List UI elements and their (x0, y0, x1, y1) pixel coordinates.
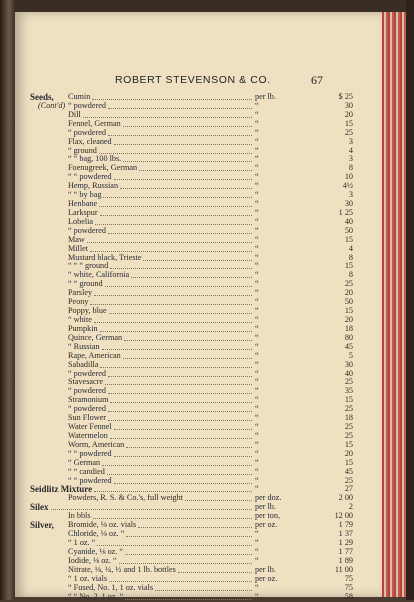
leader-dots (90, 250, 252, 252)
price-value: 4½ (342, 181, 353, 191)
unit-label: “ (255, 109, 259, 119)
leader-dots (107, 473, 252, 475)
unit-label: “ (255, 145, 259, 155)
price-value: 15 (344, 234, 353, 244)
unit-label: “ (255, 118, 259, 128)
unit-label: “ (255, 582, 259, 592)
leader-dots (185, 499, 252, 501)
price-value: 1 77 (338, 546, 353, 556)
price-value: 8 (348, 252, 353, 262)
item-name: In bbls (68, 511, 91, 521)
price-value: 15 (344, 439, 353, 449)
leader-dots (124, 339, 252, 341)
leader-dots (110, 437, 252, 439)
item-name: “ 1 oz. “ (68, 538, 96, 547)
running-head (15, 74, 382, 88)
price-value: 25 (344, 377, 353, 387)
leader-dots (114, 178, 252, 180)
item-name: “ “ “ ground (68, 261, 109, 271)
item-name: “ “ by bag (68, 190, 102, 200)
unit-label: “ (255, 270, 259, 280)
unit-label: per lb. (255, 92, 276, 101)
item-name: Cumin (68, 92, 91, 101)
leader-dots (123, 125, 252, 127)
unit-label: “ (255, 529, 259, 539)
top-border (15, 0, 406, 12)
unit-label: “ (255, 448, 259, 458)
unit-label: “ (255, 154, 259, 164)
section-continued-label: (Cont'd) (38, 100, 66, 110)
price-value: 58 (344, 591, 353, 601)
leader-dots (138, 526, 252, 528)
item-name: Cyanide, ⅛ oz. “ (68, 546, 124, 556)
item-name: Sun Flower (68, 413, 106, 423)
price-value: 4 (348, 145, 353, 155)
item-name: “ “ bag, 100 lbs. (68, 154, 122, 164)
price-row (15, 592, 382, 602)
unit-label: per oz. (255, 573, 278, 583)
item-name: Watermelon (68, 430, 108, 440)
item-name: Powders, R. S. & Co.'s, full weight (68, 493, 183, 503)
unit-label: “ (255, 341, 259, 351)
unit-label: “ (255, 457, 259, 467)
leader-dots (105, 383, 252, 385)
leader-dots (87, 241, 252, 243)
leader-dots (92, 98, 252, 100)
leader-dots (103, 196, 252, 198)
item-name: “ powdered (68, 225, 106, 235)
leader-dots (94, 294, 252, 296)
unit-label: “ (255, 306, 259, 316)
leader-dots (131, 276, 252, 278)
leader-dots (126, 535, 252, 537)
section-heading: Seidlitz Mixture (30, 484, 93, 495)
item-name: Chloride, ⅛ oz. “ (68, 529, 125, 539)
price-value: 1 29 (338, 538, 353, 547)
item-name: “ white, California (68, 270, 130, 280)
leader-dots (123, 160, 252, 162)
leader-dots (108, 107, 252, 109)
item-name: “ powdered (68, 386, 106, 396)
price-value: $ 25 (338, 92, 353, 101)
unit-label: per lb. (255, 564, 276, 574)
leader-dots (114, 482, 252, 484)
leader-dots (100, 214, 252, 216)
unit-label: “ (255, 252, 259, 262)
unit-label: “ (255, 216, 259, 226)
unit-label: per oz. (255, 520, 278, 530)
leader-dots (139, 169, 252, 171)
item-name: Sabadilla (68, 359, 99, 369)
unit-label: “ (255, 225, 259, 235)
unit-label: “ (255, 386, 259, 396)
item-name: “ Fused, No. 1, 1 oz. vials (68, 582, 154, 592)
price-value: 20 (344, 109, 353, 119)
unit-label: “ (255, 100, 259, 110)
item-name: Bromide, ⅛ oz. vials (68, 520, 137, 530)
leader-dots (100, 330, 252, 332)
leader-dots (102, 348, 252, 350)
leader-dots (99, 152, 252, 154)
item-name: “ “ powdered (68, 475, 112, 485)
unit-label: “ (255, 439, 259, 449)
price-value: 30 (344, 100, 353, 110)
page-number: 67 (311, 73, 323, 87)
leader-dots (93, 517, 252, 519)
unit-label: “ (255, 484, 259, 494)
price-value: 25 (344, 422, 353, 432)
unit-label: “ (255, 466, 259, 476)
item-name: Parsley (68, 288, 93, 298)
unit-label: “ (255, 315, 259, 324)
item-name: Worm, American (68, 439, 125, 449)
price-value: 25 (344, 404, 353, 414)
unit-label: “ (255, 127, 259, 137)
price-value: 27 (344, 484, 353, 494)
price-value: 3 (348, 154, 353, 164)
item-name: Dill (68, 109, 81, 119)
price-value: 30 (344, 359, 353, 369)
item-name: Larkspur (68, 207, 98, 217)
price-value: 12 00 (334, 511, 353, 521)
item-name: Henbane (68, 199, 98, 209)
leader-dots (125, 553, 252, 555)
unit-label: “ (255, 368, 259, 378)
price-value: 15 (344, 306, 353, 316)
leader-dots (51, 508, 252, 510)
right-border (406, 0, 414, 600)
unit-label: per lb. (255, 502, 276, 512)
unit-label: “ (255, 261, 259, 271)
price-value: 15 (344, 457, 353, 467)
item-name: Peony (68, 297, 89, 307)
item-name: Maw (68, 234, 85, 244)
price-value: 15 (344, 261, 353, 271)
leader-dots (108, 410, 252, 412)
unit-label: “ (255, 323, 259, 333)
item-name: Water Fennel (68, 422, 112, 432)
leader-dots (94, 490, 252, 492)
leader-dots (108, 419, 252, 421)
price-value: 20 (344, 315, 353, 324)
leader-dots (109, 580, 252, 582)
item-name: “ “ No. 2, 1 oz. “ (68, 591, 124, 601)
price-value: 15 (344, 118, 353, 128)
item-name: Hemp, Russian (68, 181, 119, 191)
leader-dots (90, 303, 252, 305)
price-value: 80 (344, 332, 353, 342)
leader-dots (102, 464, 252, 466)
leader-dots (83, 116, 252, 118)
leader-dots (108, 232, 252, 234)
price-value: 20 (344, 448, 353, 458)
unit-label: “ (255, 181, 259, 191)
leader-dots (123, 357, 252, 359)
item-name: Stramonium (68, 395, 109, 405)
price-value: 11 00 (334, 564, 353, 574)
leader-dots (114, 143, 252, 145)
price-value: 2 00 (338, 493, 353, 503)
unit-label: “ (255, 546, 259, 556)
item-name: Iodide, ⅛ oz. “ (68, 555, 117, 565)
unit-label: “ (255, 377, 259, 387)
leader-dots (95, 223, 252, 225)
item-name: “ powdered (68, 404, 106, 414)
price-value: 45 (344, 341, 353, 351)
item-name: Lobelia (68, 216, 94, 226)
leader-dots (100, 366, 252, 368)
section-heading: Silex (30, 502, 49, 513)
item-name: “ 1 oz. vials (68, 573, 108, 583)
unit-label: “ (255, 591, 259, 601)
unit-label: “ (255, 136, 259, 146)
book-spine-shadow (0, 0, 15, 600)
leader-dots (143, 259, 252, 261)
unit-label: “ (255, 422, 259, 432)
item-name: Millet (68, 243, 89, 253)
leader-dots (125, 598, 252, 600)
leader-dots (109, 312, 252, 314)
price-value: 75 (344, 573, 353, 583)
item-name: Nitrate, ⅛, ¼, ½ and 1 lb. bottles (68, 564, 176, 574)
price-value: 45 (344, 466, 353, 476)
unit-label: “ (255, 555, 259, 565)
price-value: 15 (344, 395, 353, 405)
item-name: “ powdered (68, 127, 106, 137)
price-value: 35 (344, 386, 353, 396)
leader-dots (108, 392, 252, 394)
unit-label: “ (255, 207, 259, 217)
item-name: Poppy, blue (68, 306, 107, 316)
price-value: 30 (344, 199, 353, 209)
price-value: 50 (344, 225, 353, 235)
item-name: “ “ candied (68, 466, 105, 476)
item-name: Flax, cleaned (68, 136, 112, 146)
item-name: Foenugreek, German (68, 163, 138, 173)
unit-label: “ (255, 350, 259, 360)
leader-dots (119, 562, 252, 564)
item-name: “ powdered (68, 368, 106, 378)
price-value: 50 (344, 297, 353, 307)
leader-dots (108, 134, 252, 136)
leader-dots (110, 401, 252, 403)
unit-label: “ (255, 288, 259, 298)
price-value: 5 (348, 350, 353, 360)
section-heading: Silver, (30, 520, 54, 531)
unit-label: “ (255, 234, 259, 244)
unit-label: “ (255, 172, 259, 182)
unit-label: per ton, (255, 511, 281, 521)
leader-dots (120, 187, 252, 189)
price-value: 25 (344, 279, 353, 289)
price-value: 75 (344, 582, 353, 592)
price-value: 25 (344, 475, 353, 485)
item-name: Rape, American (68, 350, 121, 360)
leader-dots (178, 571, 252, 573)
price-value: 1 37 (338, 529, 353, 539)
page-edges (382, 12, 406, 597)
price-value: 20 (344, 288, 353, 298)
price-value: 1 79 (338, 520, 353, 530)
item-name: “ white (68, 315, 92, 324)
price-value: 8 (348, 163, 353, 173)
unit-label: “ (255, 359, 259, 369)
leader-dots (155, 589, 252, 591)
unit-label: “ (255, 163, 259, 173)
unit-label: “ (255, 190, 259, 200)
unit-label: “ (255, 297, 259, 307)
item-name: Quince, German (68, 332, 123, 342)
item-name: “ “ ground (68, 279, 103, 289)
leader-dots (105, 285, 252, 287)
unit-label: “ (255, 404, 259, 414)
price-value: 8 (348, 270, 353, 280)
leader-dots (110, 267, 252, 269)
unit-label: “ (255, 430, 259, 440)
unit-label: “ (255, 332, 259, 342)
leader-dots (108, 375, 252, 377)
leader-dots (99, 205, 252, 207)
unit-label: “ (255, 279, 259, 289)
item-name: Fennel, German (68, 118, 121, 128)
price-value: 1 25 (338, 207, 353, 217)
leader-dots (114, 455, 252, 457)
page-title: ROBERT STEVENSON & CO. (115, 74, 271, 86)
item-name: “ ground (68, 145, 97, 155)
price-value: 40 (344, 368, 353, 378)
price-value: 3 (348, 190, 353, 200)
unit-label: per doz. (255, 493, 282, 503)
leader-dots (94, 321, 252, 323)
unit-label: “ (255, 475, 259, 485)
unit-label: “ (255, 538, 259, 547)
unit-label: “ (255, 199, 259, 209)
book-page (15, 12, 382, 601)
price-value: 2 (348, 502, 353, 512)
unit-label: “ (255, 243, 259, 253)
leader-dots (97, 544, 252, 546)
item-name: Stavesacre (68, 377, 104, 387)
item-name: Pumpkin (68, 323, 98, 333)
price-value: 10 (344, 172, 353, 182)
price-value: 25 (344, 127, 353, 137)
price-value: 40 (344, 216, 353, 226)
price-value: 18 (344, 323, 353, 333)
section-heading: Seeds, (30, 92, 54, 102)
unit-label: “ (255, 395, 259, 405)
price-value: 4 (348, 243, 353, 253)
leader-dots (126, 446, 252, 448)
price-value: 18 (344, 413, 353, 423)
unit-label: “ (255, 413, 259, 423)
item-name: Mustard black, Trieste (68, 252, 142, 262)
item-name: “ Russian (68, 341, 100, 351)
price-value: 25 (344, 430, 353, 440)
price-value: 3 (348, 136, 353, 146)
item-name: “ powdered (68, 100, 106, 110)
leader-dots (114, 428, 252, 430)
item-name: “ German (68, 457, 101, 467)
price-value: 1 89 (338, 555, 353, 565)
item-name: “ “ powdered (68, 448, 112, 458)
item-name: “ “ powdered (68, 172, 112, 182)
